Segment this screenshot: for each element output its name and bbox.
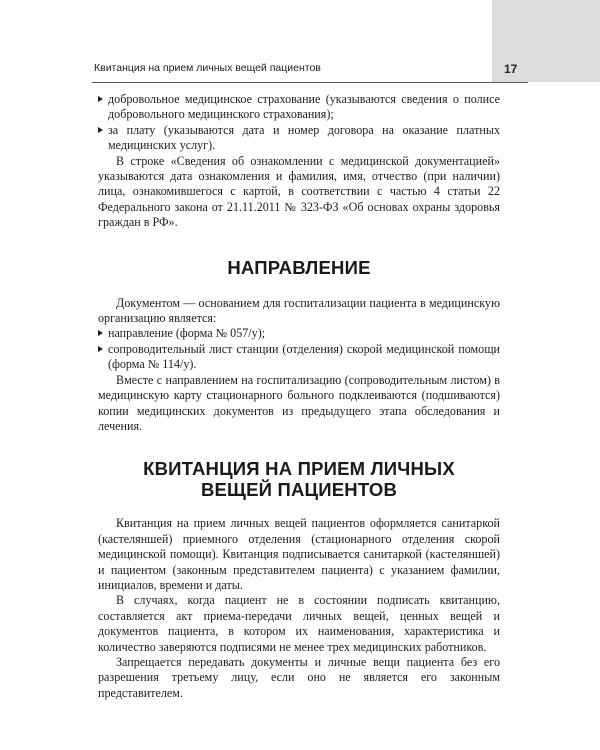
list-item — [98, 123, 500, 154]
running-header-title: Квитанция на прием личных вещей пациентов — [94, 62, 321, 74]
section-heading-napravlenie: НАПРАВЛЕНИЕ — [227, 256, 371, 278]
triangle-bullet-icon — [98, 330, 103, 336]
section-heading-line: ВЕЩЕЙ ПАЦИЕНТОВ — [200, 479, 398, 501]
paragraph: В случаях, когда пациент не в состоянии подписать квитанцию, составляется акт приема-передачи личных вещей, ценных вещей и документов пациента, в котором их наименования, характеристика и количество заверяются подписями не менее трех медицинских работников. — [98, 593, 500, 654]
list-item — [98, 342, 500, 373]
list-item-text: направление (форма № 057/у); — [108, 326, 266, 341]
triangle-bullet-icon — [98, 346, 103, 352]
list-item-text: за плату (указываются дата и номер договора на оказание платных медицинских услуг). — [108, 122, 500, 153]
paragraph: Документом — основанием для госпитализации пациента в медицинскую организацию является: — [98, 295, 500, 326]
section-heading-line: КВИТАНЦИЯ НА ПРИЕМ ЛИЧНЫХ — [143, 458, 455, 480]
list-item — [98, 326, 500, 341]
page-content — [98, 92, 500, 701]
page-number: 17 — [504, 62, 518, 76]
triangle-bullet-icon — [98, 127, 103, 133]
paragraph: В строке «Сведения об ознакомлении с медицинской документацией» указываются дата ознакомления и фамилия, имя, отчество (при наличии) лица, ознакомившегося с картой, в соответствии с частью 4 статьи 22 Федерального закона от 21.11.2011 № 323-ФЗ «Об основах охраны здоровья граждан в РФ». — [98, 153, 500, 230]
paragraph: Квитанция на прием личных вещей пациентов оформляется санитаркой (кастеляншей) приемного отделения (стационарного отделения скорой медицинской помощи). Квитанция подписывается санитаркой (кастеляншей) и пациентом (законным представителем пациента) с указанием фамилии, инициалов, времени и даты. — [98, 516, 500, 592]
list-item-text: сопроводительный лист станции (отделения) скорой медицинской помощи (форма № 114/у). — [108, 341, 500, 372]
list-item-text: добровольное медицинское страхование (указываются сведения о полисе добровольного медицинского страхования); — [108, 92, 500, 122]
list-item — [98, 92, 500, 123]
running-header — [92, 58, 528, 83]
paragraph: Вместе с направлением на госпитализацию (сопроводительным листом) в медицинскую карту стационарного больного подклеиваются (подшиваются) копии медицинских документов из предыдущего этапа обследования и лечения. — [98, 372, 500, 433]
triangle-bullet-icon — [98, 96, 103, 102]
section-heading-kvitantsiya — [98, 458, 500, 500]
paragraph: Запрещается передавать документы и личные вещи пациента без его разрешения третьему лицу, если оно не является его законным представителем. — [98, 654, 500, 700]
